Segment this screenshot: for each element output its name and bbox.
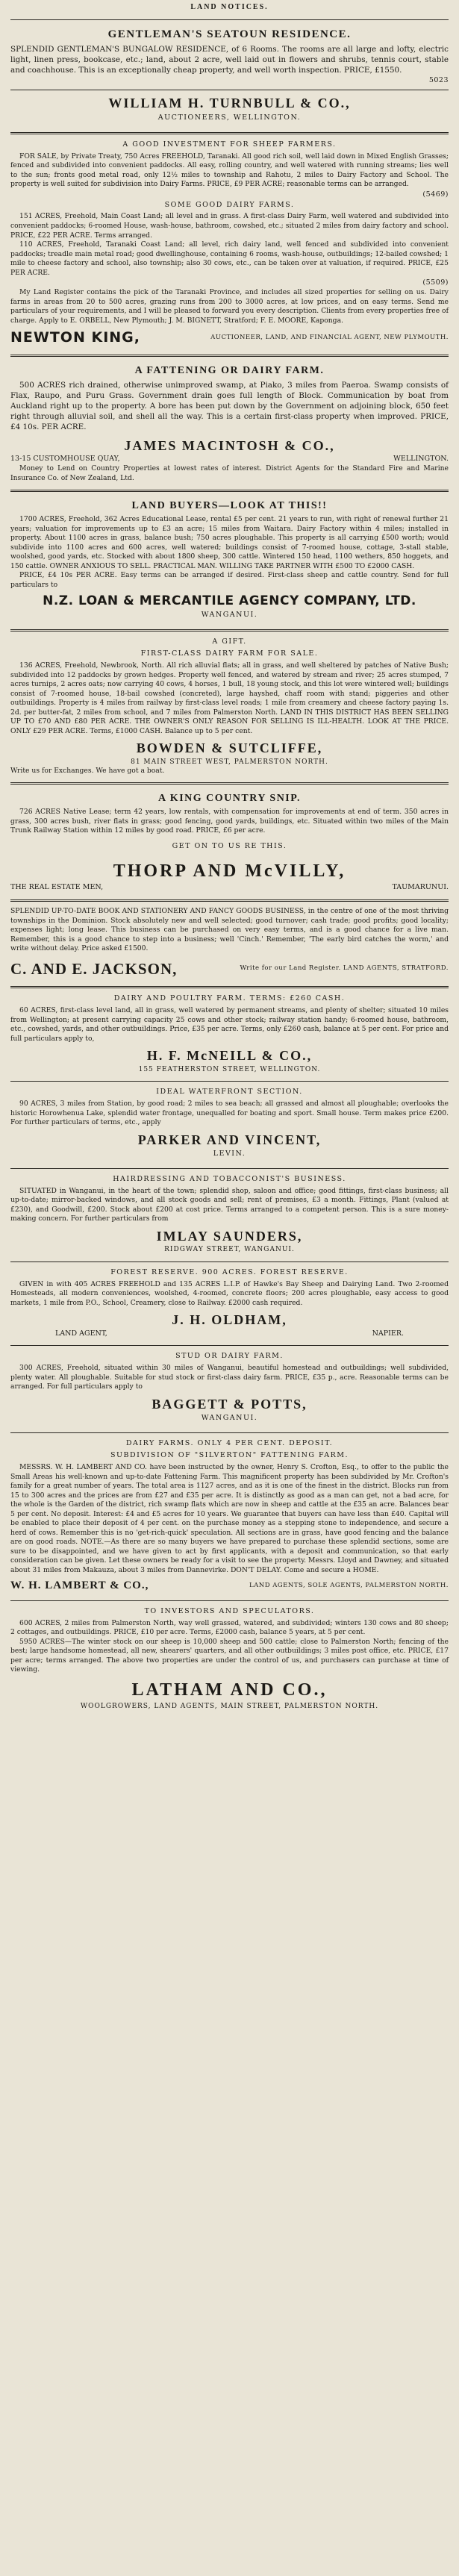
advertiser-name: C. AND E. JACKSON, — [10, 959, 178, 978]
advertiser-name: BAGGETT & POTTS, — [152, 1396, 307, 1412]
advertiser-address: THE REAL ESTATE MEN, TAUMARUNUI. — [10, 883, 449, 892]
ad-seatoun-residence — [10, 24, 449, 128]
advertiser-address: 81 MAIN STREET WEST, PALMERSTON NORTH. — [131, 758, 328, 766]
ad-hairdressing — [10, 1173, 449, 1258]
ad-waterfront — [10, 1085, 449, 1164]
advertiser-address: Write for our Land Register. LAND AGENTS, STRATFORD. — [240, 964, 449, 973]
ad-body: SPLENDID GENTLEMAN'S BUNGALOW RESIDENCE, of 6 Rooms. The rooms are all large and lofty, electric light, linen press, bookcase, etc.; land, about 2 acre, well laid out in flowers and shrubs, tennis court, stable and coachhouse. This is an exceptionally cheap property, and well worth inspection. PRICE, £1550. — [10, 44, 449, 75]
advertiser-subtitle: AUCTIONEERS, WELLINGTON. — [157, 113, 302, 122]
section-heading: LAND NOTICES. — [190, 3, 269, 11]
ad-body: 136 ACRES, Freehold, Newbrook, North. All rich alluvial flats; all in grass, and well sheltered by patches of Native Bush; subdivided into 12 paddocks by grown hedges. Property well fenced, and watered by stream and river; 25 acres stumped, 7 acres turnips, 2 acres oats; now carrying 40 cows, 4 horses, 1 bull, 18 young stock, and this lot were wintered well; buildings consist of 7-roomed house, 18-bail cowshed (concreted), large hayshed, chaff room with stand; piggeries and other outbuildings. Property is 4 miles from railway by first-class level roads; 1 mile from creamery and cheese factory paying 1s. 2d. per butter-fat, 2 miles from school, and 7 miles from Palmerston North. LAND IN THIS DISTRICT HAS BEEN SELLING UP TO £70 AND £80 PER ACRE. THE OWNER'S ONLY REASON FOR SELLING IS ILL-HEALTH. LOOK AT THE PRICE. ONLY £29 PER ACRE. Terms, £1000 CASH. Balance up to 5 per cent. — [10, 661, 449, 735]
ad-heading: STUD OR DAIRY FARM. — [175, 1352, 284, 1361]
advertiser-name: BOWDEN & SUTCLIFFE, — [136, 740, 323, 756]
divider — [10, 1081, 449, 1082]
divider — [10, 1168, 449, 1169]
advertiser-address: LAND AGENTS, SOLE AGENTS, PALMERSTON NORTH. — [249, 1581, 449, 1589]
ad-body: 500 ACRES rich drained, otherwise unimproved swamp, at Piako, 3 miles from Paeroa. Swamp consists of Flax, Raupo, and Puru Grass. Government drain goes full length of Block. Communication by boat from Auckland right up to the property. A bore has been put down by the Government on adjoining block, 650 feet right through alluvial soil, and shell all the way. This is a certain first-class property when improved. PRICE, £4 10s. PER ACRE. — [10, 380, 449, 432]
ad-title: LAND BUYERS—LOOK AT THIS!! — [131, 500, 328, 512]
divider — [10, 1345, 449, 1346]
advertiser-address: WOOLGROWERS, LAND AGENTS, MAIN STREET, PALMERSTON NORTH. — [80, 1703, 379, 1711]
ad-poultry-farm — [10, 992, 449, 1077]
ad-body: PRICE, £4 10s PER ACRE. Easy terms can be arranged if desired. First-class sheep and cattle country. Send for full particulars to — [10, 571, 449, 589]
ad-stationery-business — [10, 905, 449, 982]
ad-footer: GET ON TO US RE THIS. — [172, 841, 287, 850]
ad-body: 90 ACRES, 3 miles from Station, by good road; 2 miles to sea beach; all grassed and almost all ploughable; overlooks the historic Horowhenua Lake, splendid water frontage, unequalled for boating and sport. Small house. Term makes price £200. For further particulars of terms, etc., apply — [10, 1100, 449, 1127]
ad-heading: A GOOD INVESTMENT FOR SHEEP FARMERS. — [122, 140, 337, 149]
ad-silverton-subdivision — [10, 1437, 449, 1596]
ad-heading: HAIRDRESSING AND TOBACCONIST'S BUSINESS. — [113, 1174, 346, 1183]
advertiser-row — [10, 328, 449, 348]
drop-cap: S — [10, 44, 16, 54]
ad-investors — [10, 1605, 449, 1715]
ad-stud-farm — [10, 1350, 449, 1429]
divider — [10, 490, 449, 492]
advertiser-subtitle: WANGANUI. — [201, 1414, 258, 1423]
ad-reference: (5509) — [422, 278, 449, 287]
ad-reference: 5023 — [428, 76, 449, 85]
ad-king-country — [10, 788, 449, 896]
advertiser-row — [10, 958, 449, 980]
ad-body: 300 ACRES, Freehold, situated within 30 miles of Wanganui, beautiful homestead and outbuildings; well subdivided, plenty water. All ploughable. Suitable for stud stock or first-class dairy farm. PRICE, £35 p., acre. Reasonable terms can be arranged. For full particulars apply to — [10, 1364, 449, 1391]
ad-heading: DAIRY AND POULTRY FARM. TERMS: £260 CASH. — [113, 994, 346, 1003]
ad-fattening-farm — [10, 361, 449, 486]
advertiser-name: WILLIAM H. TURNBULL & CO., — [108, 96, 351, 111]
divider — [10, 355, 449, 357]
divider — [10, 782, 449, 785]
advertiser-name: W. H. LAMBERT & CO., — [10, 1579, 149, 1592]
ad-body: Money to Lend on Country Properties at lowest rates of interest. District Agents for the Standard Fire and Marine Insurance Co. of New Zealand, Ltd. — [10, 464, 449, 482]
advertiser-subtitle: LEVIN. — [213, 1150, 246, 1158]
divider — [10, 132, 449, 134]
advertiser-address: AUCTIONEER, LAND, AND FINANCIAL AGENT, NEW PLYMOUTH. — [210, 334, 449, 342]
ad-body: My Land Register contains the pick of the Taranaki Province, and includes all sized properties for selling on us. Dairy farms in areas from 20 to 500 acres, grazing runs from 200 to 3000 acres, at low prices, and on easy terms. Send me particulars of your requirements, and I will be pleased to forward you every description. Clients from every properties free of charge. Apply to E. ORBELL, New Plymouth; J. M. BIGNETT, Stratford; F. E. MOORE, Kaponga. — [10, 287, 449, 325]
ad-body: 600 ACRES, 2 miles from Palmerston North, way well grassed, watered, and subdivided; winters 130 cows and 80 sheep; 2 cottages, and outbuildings. PRICE, £10 per acre. Terms, £2000 cash, balance 5 years, at 5 per cent. — [10, 1618, 449, 1637]
advertiser-name: IMLAY SAUNDERS, — [156, 1228, 303, 1244]
ad-body: 151 ACRES, Freehold, Main Coast Land; all level and in grass. A first-class Dairy Farm, well watered and subdivided into convenient paddocks; 6-roomed House, wash-house, bathroom, cowshed, etc.; situated 2 miles from dairy factory and school. PRICE, £22 PER ACRE. Terms arranged. — [10, 212, 449, 240]
advertiser-name: J. H. OLDHAM, — [172, 1312, 287, 1328]
ad-body: SPLENDID UP-TO-DATE BOOK AND STATIONERY AND FANCY GOODS BUSINESS, in the centre of one of the most thriving townships in the Dominion. Stock absolutely new and well selected; good turnover; cash trade; good profits; good locality; expenses light; long lease. This business can be purchased on very easy terms, and is a good chance for a live man. Remember, this is a good chance to step into a business; well 'Cinch.' Remember, 'The early bird catches the worm,' and write without delay. Price asked £1500. — [10, 907, 449, 953]
ad-title: A FATTENING OR DAIRY FARM. — [134, 364, 325, 376]
advertiser-name: LATHAM AND CO., — [131, 1680, 328, 1700]
ad-dairy-gift — [10, 635, 449, 779]
ad-body: 726 ACRES Native Lease; term 42 years, low rentals, with compensation for improvements at end of term. 350 acres in grass, 300 acres bush, river flats in grass; good fencing, good yards, buildings, etc. Situated within two miles of the Main Trunk Railway Station within 12 miles by good road. PRICE, £6 per acre. — [10, 808, 449, 835]
advertiser-name: PARKER AND VINCENT, — [137, 1132, 322, 1147]
advertiser-name: N.Z. LOAN & MERCANTILE AGENCY COMPANY, LTD. — [43, 593, 416, 609]
ad-subheading: FIRST-CLASS DAIRY FARM FOR SALE. — [140, 649, 319, 658]
ad-land-buyers — [10, 496, 449, 626]
ad-heading: FOREST RESERVE. 900 ACRES. FOREST RESERVE. — [110, 1267, 349, 1276]
ad-note: Write us for Exchanges. We have got a boat. — [10, 766, 165, 775]
ad-body: 5950 ACRES—The winter stock on our sheep is 10,000 sheep and 500 cattle; close to Palmerston North; fencing of the best; large handsome homestead, all new, shearers' quarters, and all other outbuildings; 3 miles post office, etc. PRICE, £17 per acre; terms arranged. The above two properties are under the control of us, and purchasers can purchase at time of viewing. — [10, 1637, 449, 1674]
ad-title: A KING COUNTRY SNIP. — [157, 793, 302, 805]
ad-subheading: SOME GOOD DAIRY FARMS. — [164, 200, 295, 209]
divider — [10, 1600, 449, 1601]
ad-body: 110 ACRES, Freehold, Taranaki Coast Land; all level, rich dairy land, well fenced and subdivided into convenient paddocks; treadle main metal road; good dwellinghouse, containing 6 rooms, wash-house, outbuildings; 12-bailed cowshed; 1 mile to cheese factory and school, also township; also 30 cows, etc., can be taken over at valuation, if required. PRICE, £25 PER ACRE. — [10, 240, 449, 277]
ad-sheep-farmers — [10, 138, 449, 351]
ad-forest-reserve — [10, 1266, 449, 1342]
divider — [10, 1432, 449, 1433]
divider — [10, 629, 449, 631]
ad-title: GENTLEMAN'S SEATOUN RESIDENCE. — [107, 28, 352, 40]
advertiser-name: H. F. McNEILL & CO., — [146, 1048, 313, 1064]
drop-cap: S — [10, 907, 16, 916]
ad-heading: DAIRY FARMS. ONLY 4 PER CENT. DEPOSIT. — [125, 1439, 334, 1448]
ad-body: 60 ACRES, first-class level land, all in grass, well watered by permanent streams, and plenty of shelter; situated 10 miles from Wellington; at present carrying capacity 25 cows and other stock; railway station handy; 6-roomed house, bathroom, etc., cowshed, yards, and other outbuildings. Price, £35 per acre. Terms, only £260 cash, balance at 5 per cent. For price and full particulars apply to, — [10, 1006, 449, 1043]
ad-reference: (5469) — [422, 190, 449, 199]
ad-body: GIVEN in with 405 ACRES FREEHOLD and 135 ACRES L.I.P. of Hawke's Bay Sheep and Dairying Land. Two 2-roomed Homesteads, all modern conveniences, woolshed, 4-roomed, concrete floors; 200 acres ploughable, easy access to good markets, 1 mile from P.O., School, Creamery, close to Railway. £2000 cash required. — [10, 1279, 449, 1307]
advertiser-name: THORP AND McVILLY, — [113, 861, 346, 881]
advertiser-subtitle: WANGANUI. — [201, 611, 258, 620]
advertiser-address: 155 FEATHERSTON STREET, WELLINGTON. — [138, 1065, 321, 1073]
divider — [10, 899, 449, 902]
divider — [10, 19, 449, 20]
ad-heading: IDEAL WATERFRONT SECTION. — [156, 1088, 303, 1097]
ad-heading: A GIFT. — [212, 637, 247, 646]
divider — [10, 986, 449, 988]
ad-body: FOR SALE, by Private Treaty, 750 Acres FREEHOLD, Taranaki. All good rich soil, well laid down in Mixed English Grasses; fenced and subdivided into convenient paddocks. All easy, rolling country, and well watered with running streams; lies well to the sun; fronts good metal road, only 12½ miles to township and Rahotu, 2 miles to Dairy Factory and School. The property is well suited for subdivision into Dairy Farms. PRICE, £9 PER ACRE; reasonable terms can be arranged. — [10, 152, 449, 189]
ad-body: 1700 ACRES, Freehold, 362 Acres Educational Lease, rental £5 per cent. 21 years to run, with right of renewal further 21 years; valuation for improvements up to £3 an acre; 15 miles from Waitara. Dairy Factory within 4 miles; installed in property. About 1100 acres in grass, balance bush; 750 acres ploughable. This property is all carrying £500 worth; would subdivide into 1100 acres and 600 acres, well watered; buildings consist of 7-roomed house, cottage, 3-stall stable, woolshed, good yards, etc. Stocked with about 1800 sheep, 300 cattle. Wintered 150 head, 1100 wethers, 850 hoggets, and 150 cattle. OWNER ANXIOUS TO SELL. PRACTICAL MAN. WILLING TAKE PARTNER WITH £500 TO £2000 CASH. — [10, 515, 449, 570]
advertiser-address: RIDGWAY STREET, WANGANUI. — [164, 1246, 295, 1254]
advertiser-name: NEWTON KING, — [10, 329, 140, 346]
ad-subheading: SUBDIVISION OF "SILVERTON" FATTENING FARM. — [110, 1451, 349, 1460]
ad-body: SITUATED in Wanganui, in the heart of the town; splendid shop, saloon and office; good fittings, first-class business; all up-to-date; mirror-backed windows, and all stock goods and sell; rent of premises, £3 a month. Fittings, Plant (valued at £230), and Goodwill, £200. Stock about £200 at cost price. Terms arranged to a competent person. This is a sure money-making concern. For further particulars from — [10, 1186, 449, 1223]
ad-body: MESSRS. W. H. LAMBERT AND CO. have been instructed by the owner, Henry S. Crofton, Esq., to offer to the public the Small Areas his well-known and up-to-date Fattening Farm. This magnificent property has been subdivided by Mr. Crofton's family for a great number of years. The total area is 1127 acres, and as it is one of the finest in the district. Blocks run from 15 to 300 acres and the prices are from £27 and £35 per acre. It is distinctly as good as a man can get, not a bad acre, for the whole is the Garden of the district, rich swamp flats which are now in sheep and cattle at the £35 an acre. Balances bear 5 per cent. No deposit. Interest: £4 and £5 acres for 10 years. We guarantee that buyers can have less than £40. Capital will be enabled to place their deposit of 4 per cent. on the purchase money as a stepping stone to independence, and secure a herd of cows. Remember this is no 'get-rich-quick' speculation. All sections are in grass, have good fencing and the balance are on good roads. NOTE.—As there are so many buyers we have prepared to purchase these splendid sections, some are sure to be disappointed, and we have given to act by first applicants, with a deposit and communication, so that early consideration can be given. Let these owners be ready for a visit to see the property. Messrs. Lloyd and Dawney, and situated about 31 miles from Makauza, about 3 miles from Dannevirke. DON'T DELAY. Come and secure a HOME. — [10, 1463, 449, 1574]
advertiser-address: 13-15 CUSTOMHOUSE QUAY, WELLINGTON. — [10, 455, 449, 464]
advertiser-name: JAMES MACINTOSH & CO., — [124, 437, 335, 453]
ad-heading: TO INVESTORS AND SPECULATORS. — [144, 1606, 315, 1615]
advertiser-row — [10, 1578, 449, 1593]
advertiser-address: LAND AGENT, NAPIER. — [55, 1329, 404, 1338]
